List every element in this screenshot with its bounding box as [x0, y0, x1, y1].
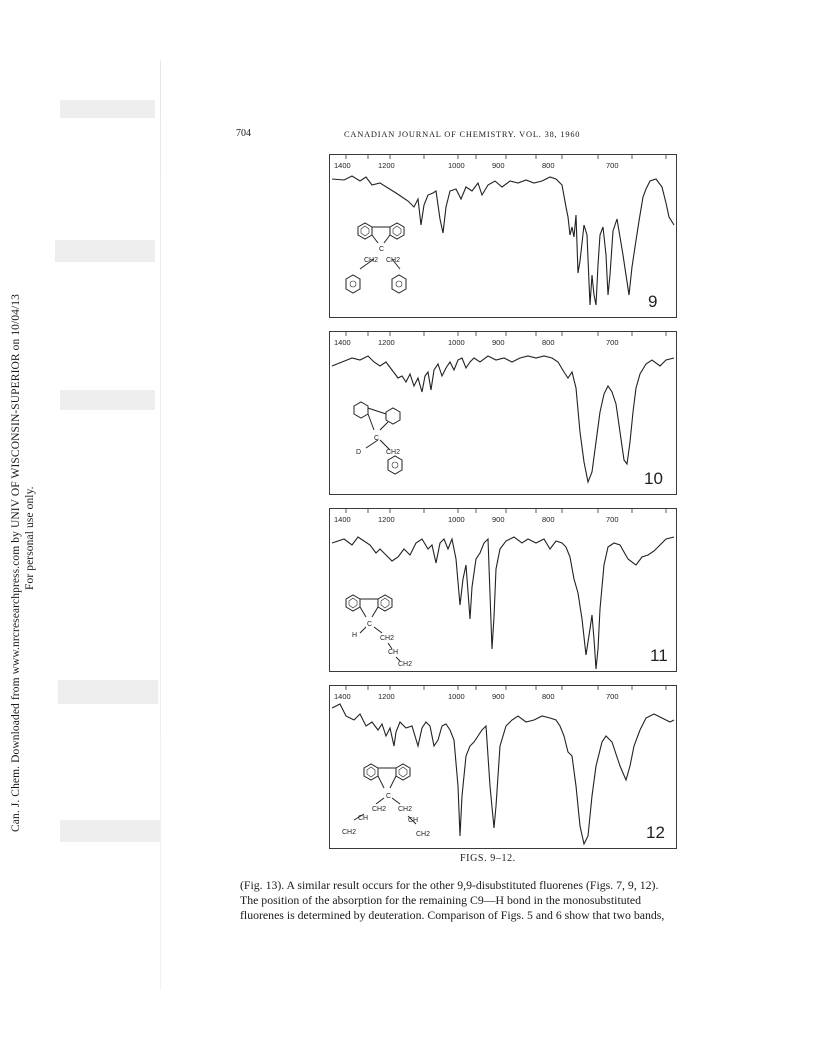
figure-12-spectrum	[329, 685, 677, 849]
figure-12-svg	[330, 686, 676, 848]
figure-11-struct-label: CH2	[398, 661, 413, 668]
axis-tick-label: 800	[542, 692, 555, 701]
figure-12-struct-label: CH2	[342, 829, 357, 836]
figure-9-spectrum	[329, 154, 677, 318]
figure-12-number: 12	[646, 823, 665, 842]
figure-12-struct-label: C	[386, 793, 392, 800]
axis-tick-label: 700	[606, 692, 619, 701]
scan-smudge	[55, 240, 155, 262]
running-head: CANADIAN JOURNAL OF CHEMISTRY. VOL. 38, 1960	[344, 130, 581, 139]
figure-9-svg	[330, 155, 676, 317]
figure-9-trace	[332, 176, 674, 305]
figure-12-struct-label: CH2	[372, 806, 387, 813]
download-notice	[6, 180, 50, 840]
axis-tick-label: 1200	[378, 515, 395, 524]
figure-9-struct-label: CH2	[364, 257, 379, 264]
axis-tick-label: 700	[606, 338, 619, 347]
scan-smudge	[60, 820, 160, 842]
axis-tick-label: 800	[542, 161, 555, 170]
figure-10-trace	[332, 356, 674, 482]
figure-9-struct-label: CH2	[386, 257, 401, 264]
figure-12-struct-label: CH2	[398, 806, 413, 813]
body-paragraph	[240, 878, 672, 924]
figure-10-spectrum	[329, 331, 677, 495]
axis-tick-label: 1200	[378, 161, 395, 170]
axis-tick-label: 1000	[448, 161, 465, 170]
figure-11-trace	[332, 537, 674, 669]
axis-tick-label: 900	[492, 692, 505, 701]
figure-12-struct-label: CH	[408, 817, 419, 824]
figure-11-spectrum	[329, 508, 677, 672]
figure-11-svg	[330, 509, 676, 671]
figure-10-struct-label: C	[374, 435, 380, 442]
axis-tick-label: 700	[606, 515, 619, 524]
axis-tick-label: 1200	[378, 692, 395, 701]
figure-9-number: 9	[648, 292, 658, 311]
figure-10-svg	[330, 332, 676, 494]
download-notice-line-2: For personal use only.	[24, 486, 36, 590]
body-line: fluorenes is determined by deuteration. Comparison of Figs. 5 and 6 show that two bands,	[240, 908, 665, 923]
scan-smudge	[58, 680, 158, 704]
axis-tick-label: 1400	[334, 692, 351, 701]
body-line: The position of the absorption for the remaining C9—H bond in the monosubstituted	[240, 893, 642, 908]
axis-tick-label: 800	[542, 515, 555, 524]
axis-tick-label: 1000	[448, 515, 465, 524]
body-line: (Fig. 13). A similar result occurs for the other 9,9-disubstituted fluorenes (Figs. 7, 9, 12).	[240, 878, 659, 892]
scan-margin-rule	[160, 60, 161, 990]
figure-11-struct-label: H	[352, 632, 358, 639]
figure-10-struct-label: D	[356, 449, 362, 456]
figure-10-struct-label: CH2	[386, 449, 401, 456]
axis-tick-label: 800	[542, 338, 555, 347]
figure-9-struct-label: C	[379, 246, 385, 253]
figure-12-struct-label: CH	[358, 815, 369, 822]
scan-smudge	[60, 100, 155, 118]
axis-tick-label: 900	[492, 338, 505, 347]
download-notice-line-1: Can. J. Chem. Downloaded from www.nrcresearchpress.com by UNIV OF WISCONSIN-SUPERIOR on 10/04/13	[10, 293, 22, 832]
axis-tick-label: 1000	[448, 692, 465, 701]
figure-11-number: 11	[650, 646, 668, 665]
figure-12-axis	[334, 686, 666, 701]
figure-9-axis	[334, 155, 666, 170]
axis-tick-label: 1400	[334, 515, 351, 524]
axis-tick-label: 1000	[448, 338, 465, 347]
axis-tick-label: 1400	[334, 161, 351, 170]
figure-11-axis	[334, 509, 666, 524]
axis-tick-label: 900	[492, 161, 505, 170]
figure-10-number: 10	[644, 469, 663, 488]
figure-12-struct-label: CH2	[416, 831, 431, 838]
figure-11-struct-label: C	[367, 621, 373, 628]
figure-12-trace	[332, 704, 674, 844]
figure-11-struct-label: CH	[388, 649, 399, 656]
scan-smudge	[60, 390, 155, 410]
axis-tick-label: 700	[606, 161, 619, 170]
page-number: 704	[236, 128, 251, 139]
axis-tick-label: 900	[492, 515, 505, 524]
axis-tick-label: 1400	[334, 338, 351, 347]
figure-10-axis	[334, 332, 666, 347]
figure-11-struct-label: CH2	[380, 635, 395, 642]
figure-caption: FIGS. 9–12.	[460, 853, 516, 864]
axis-tick-label: 1200	[378, 338, 395, 347]
